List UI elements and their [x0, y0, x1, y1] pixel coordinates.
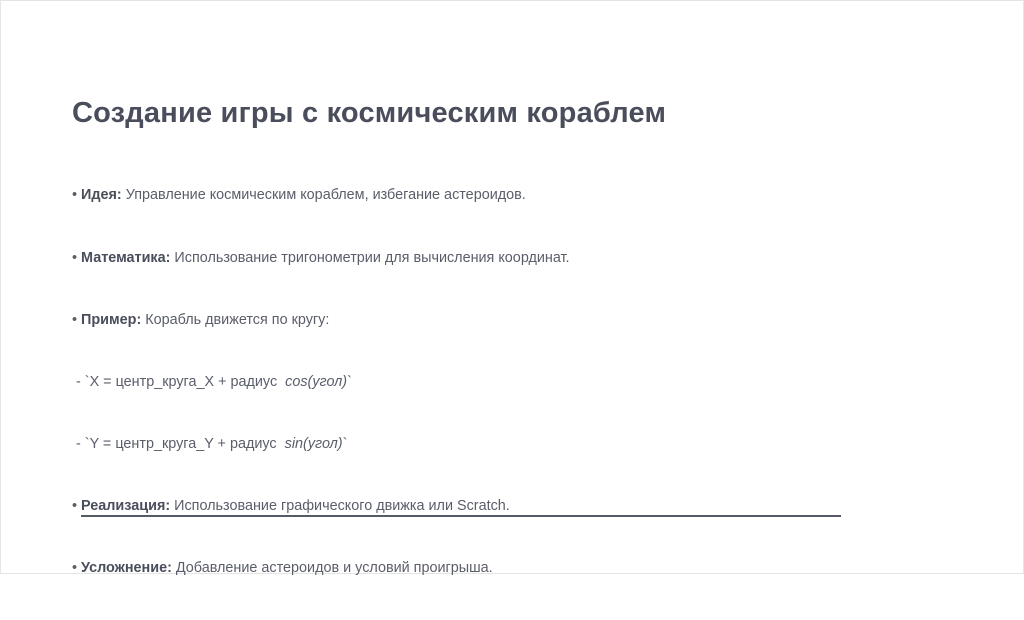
list-item-complication: [72, 558, 570, 579]
item-label: Усложнение:: [81, 560, 172, 577]
item-text: Управление космическим кораблем, избегание астероидов.: [121, 187, 526, 204]
item-text: Использование графического движка или Scratch.: [170, 497, 510, 514]
item-text: Использование тригонометрии для вычисления координат.: [170, 249, 570, 266]
list-item-implementation: [72, 496, 570, 517]
formula-function: cos(угол): [285, 373, 348, 390]
item-label: Пример:: [81, 311, 142, 328]
item-text: Корабль движется по кругу:: [141, 311, 330, 328]
list-item-example: [72, 310, 570, 331]
footer-divider: [81, 515, 841, 517]
item-label: Математика:: [81, 249, 171, 266]
formula-function: sin(угол): [284, 435, 343, 452]
formula-y: [72, 434, 570, 455]
bullet-glyph: •: [72, 311, 78, 328]
formula-prefix: - `X = центр_круга_X + радиус: [76, 373, 286, 390]
item-label: Идея:: [81, 187, 122, 204]
formula-prefix: - `Y = центр_круга_Y + радиус: [76, 435, 285, 452]
bullet-glyph: •: [72, 560, 78, 577]
formula-suffix: `: [342, 435, 348, 452]
item-text: Добавление астероидов и условий проигрыша.: [171, 560, 493, 577]
slide-body: [72, 144, 570, 620]
bullet-glyph: •: [72, 187, 78, 204]
item-label: Реализация:: [81, 497, 171, 514]
bullet-glyph: •: [72, 497, 78, 514]
bullet-glyph: •: [72, 249, 78, 266]
formula-x: [72, 372, 570, 393]
formula-suffix: `: [347, 373, 352, 390]
list-item-idea: [72, 185, 570, 206]
list-item-math: [72, 248, 570, 269]
slide-title: Создание игры с космическим кораблем: [72, 97, 667, 129]
